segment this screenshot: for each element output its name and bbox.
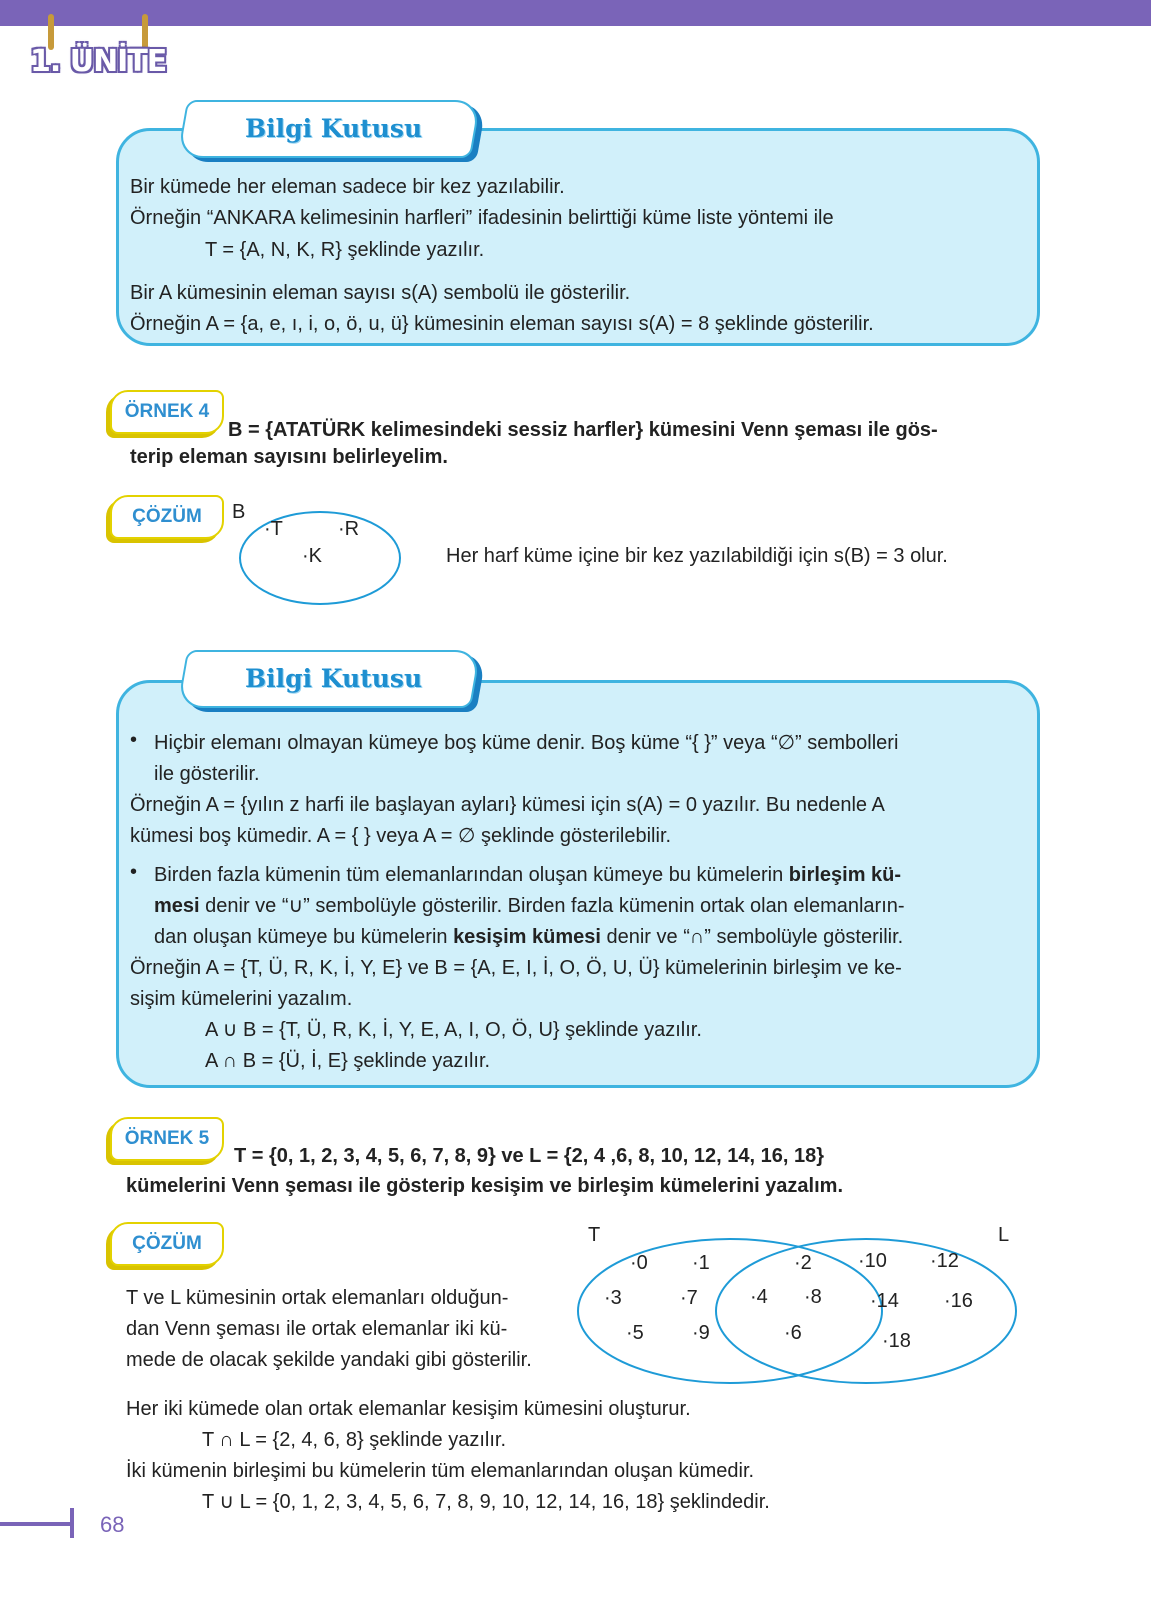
footer-line (0, 1522, 72, 1526)
ornek-5-question: kümelerini Venn şeması ile gösterip kesişim ve birleşim kümelerini yazalım. (126, 1175, 844, 1197)
footer-tick (70, 1508, 74, 1538)
ornek-5-question: T = {0, 1, 2, 3, 4, 5, 6, 7, 8, 9} ve L = {2, 4 ,6, 8, 10, 12, 14, 16, 18} (234, 1145, 825, 1167)
conclusion-line: İki kümenin birleşimi bu kümelerin tüm elemanlarından oluşan kümedir. (126, 1460, 755, 1482)
cozum-badge: ÇÖZÜM (110, 1222, 224, 1266)
ornek-5-badge: ÖRNEK 5 (110, 1117, 224, 1161)
set-t-label: T (588, 1225, 601, 1246)
venn-diagram-tl (570, 1225, 1032, 1395)
solution-text: dan Venn şeması ile ortak elemanlar iki kü- (126, 1318, 508, 1340)
set-element: ·8 (804, 1286, 822, 1308)
set-t-circle (578, 1239, 882, 1383)
unit-label: 1. ÜNİTE (30, 44, 167, 79)
info-line: Örneğin “ANKARA kelimesinin harfleri” ifadesinin belirttiği küme liste yöntemi ile (130, 207, 834, 229)
ornek-4-badge: ÖRNEK 4 (110, 390, 224, 434)
page-number: 68 (100, 1512, 125, 1537)
set-element: ·9 (692, 1322, 710, 1344)
venn-diagram-b (228, 500, 408, 610)
info-line: Örneğin A = {a, e, ı, i, o, ö, u, ü} kümesinin eleman sayısı s(A) = 8 şeklinde gösterilir. (130, 313, 874, 335)
set-element: ·T (264, 518, 283, 540)
set-element: ·6 (784, 1322, 802, 1344)
set-element: ·5 (626, 1322, 644, 1344)
info-line: dan oluşan kümeye bu kümelerin kesişim kümesi denir ve “∩” sembolüyle gösterilir. (154, 926, 904, 948)
set-element: ·3 (604, 1287, 622, 1309)
info-box-2-title: Bilgi Kutusu (245, 664, 423, 693)
bullet-icon: • (130, 729, 138, 751)
info-line: Hiçbir elemanı olmayan kümeye boş küme denir. Boş küme “{ }” veya “∅” sembolleri (154, 732, 899, 754)
conclusion-line: T ∩ L = {2, 4, 6, 8} şeklinde yazılır. (202, 1429, 506, 1451)
solution-text: mede de olacak şekilde yandaki gibi gösterilir. (126, 1349, 532, 1371)
ornek-4-question: B = {ATATÜRK kelimesindeki sessiz harfler} kümesini Venn şeması ile gös- (228, 419, 938, 441)
set-element: ·2 (794, 1252, 812, 1274)
conclusion-line: Her iki kümede olan ortak elemanlar kesişim kümesini oluşturur. (126, 1398, 691, 1420)
bullet-icon: • (130, 861, 138, 883)
info-line: sişim kümelerini yazalım. (130, 988, 353, 1010)
set-element: ·10 (858, 1250, 887, 1272)
set-element: ·1 (692, 1252, 710, 1274)
info-line: A ∩ B = {Ü, İ, E} şeklinde yazılır. (205, 1050, 491, 1072)
set-element: ·4 (750, 1286, 768, 1308)
set-element: ·K (302, 545, 322, 567)
info-line: Örneğin A = {T, Ü, R, K, İ, Y, E} ve B = {A, E, I, İ, O, Ö, U, Ü} kümelerinin birleşim ve ke- (130, 957, 902, 979)
set-element: ·7 (680, 1287, 698, 1309)
info-line: T = {A, N, K, R} şeklinde yazılır. (205, 239, 485, 261)
info-line: Örneğin A = {yılın z harfi ile başlayan ayları} kümesi için s(A) = 0 yazılır. Bu nedenle A (130, 794, 885, 816)
set-b-label: B (232, 501, 246, 523)
info-box-1-title: Bilgi Kutusu (245, 114, 423, 143)
set-element: ·0 (630, 1252, 648, 1274)
info-line: mesi denir ve “∪” sembolüyle gösterilir. Birden fazla kümenin ortak olan elemanların- (154, 895, 905, 917)
info-line: ile gösterilir. (154, 763, 260, 785)
set-element: ·16 (944, 1290, 973, 1312)
set-l-label: L (998, 1225, 1010, 1246)
set-element: ·12 (930, 1250, 959, 1272)
set-element: ·14 (870, 1290, 899, 1312)
set-element: ·R (338, 518, 360, 540)
ornek-4-explanation: Her harf küme içine bir kez yazılabildiği için s(B) = 3 olur. (446, 545, 948, 567)
info-line: Bir kümede her eleman sadece bir kez yazılabilir. (130, 176, 565, 198)
set-element: ·18 (882, 1330, 911, 1352)
ornek-4-question: terip eleman sayısını belirleyelim. (130, 446, 448, 468)
solution-text: T ve L kümesinin ortak elemanları olduğun- (126, 1287, 509, 1309)
cozum-badge: ÇÖZÜM (110, 495, 224, 539)
info-line: A ∪ B = {T, Ü, R, K, İ, Y, E, A, I, O, Ö, U} şeklinde yazılır. (205, 1019, 702, 1041)
top-bar (0, 0, 1151, 26)
info-line: Bir A kümesinin eleman sayısı s(A) sembolü ile gösterilir. (130, 282, 631, 304)
info-line: kümesi boş kümedir. A = { } veya A = ∅ şeklinde gösterilebilir. (130, 825, 672, 847)
info-line: Birden fazla kümenin tüm elemanlarından oluşan kümeye bu kümelerin birleşim kü- (154, 864, 902, 886)
conclusion-line: T ∪ L = {0, 1, 2, 3, 4, 5, 6, 7, 8, 9, 10, 12, 14, 16, 18} şeklindedir. (202, 1491, 770, 1513)
